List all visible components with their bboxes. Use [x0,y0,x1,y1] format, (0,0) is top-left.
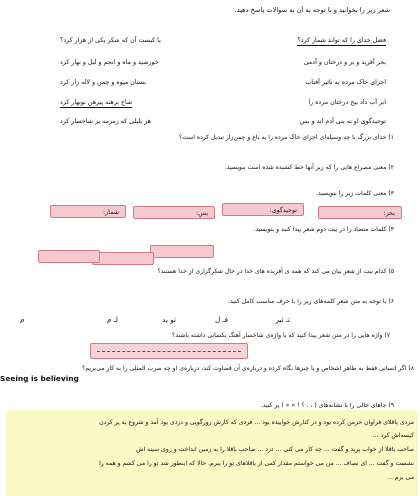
poem-line-4-right: ابر آب داد بیخ درختان مرده را [308,99,386,106]
antonym-box-3[interactable] [38,250,100,263]
paragraph-line-1: مردی باقلای فراوان خرمن کرده بود و در کنارش خوابیده بود ... فردی که کارش زورگویی و دزدی بود آمد و شروع به پر کردن [99,419,414,426]
antonym-box-1[interactable] [150,245,214,258]
poem-line-1-right: فضل خدای را که تواند شمار کرد؟ [297,37,386,44]
question-9: ۹) جاهای خالی را با نشانه‌های ( ، . ؟ ! « » ) پر کنید. [260,402,394,409]
question-5: ۵) کدام بیت از شعر بیان می کند که همه ی آفریده های خدا در حال شکرگزاری از خدا هستند؟ [157,268,394,275]
paragraph-line-2: کیسه‌اش کرد ... [372,432,414,439]
question-7: ۷) واژه هایی را در متن شعر پیدا کنید که با واژه‌ی شاخسار آهنگ یکسانی داشته باشند؟ [171,332,390,339]
meaning-box-bas[interactable]: بس: [133,206,215,219]
meaning-box-tohidgooy[interactable]: توحیدگوی: [222,203,304,216]
meaning-box-bahr[interactable]: بحر: [318,206,402,219]
poem-line-2-left: خورشید و ماه و انجم و لیل و نهار کرد [60,59,159,66]
poem-line-1-left: یا کیست آن که شکر یکی از هزار کرد؟ [60,37,161,44]
question-4: ۴) کلمات متضاد را در بیت دوم شعر پیدا کنید و بنویسید. [253,226,394,233]
question-6: ۶) با توجه به متن شعر کلمه‌های زیر را با حرف مناسب کامل کنید. [228,298,394,305]
q8-answer: Seeing is believing [0,374,79,383]
poem-line-5-left: هر بلبلی که زمزمه بر شاخسار کرد [60,118,152,125]
poem-line-2-right: بحر آفرید و بر و درختان و آدمی [303,59,386,66]
antonym-box-2[interactable] [92,252,154,265]
poem-line-3-right: اجزای خاک مرده به تاثیر آفتاب [305,79,386,86]
question-8: ۸) اگر انسانی فقط به ظاهر اشخاص و یا چیزها نگاه کرده و درباره‌ی آن قضاوت کند، درباره‌ی او چه ضرب المثلی را به کار می‌بریم؟ [82,365,414,372]
poem-line-5-right: توحیدگوی او نه بنی آدم اند و بس [299,118,386,125]
incomplete-word-5: م [20,315,25,324]
incomplete-word-1: تـ ثیر [275,315,290,324]
meaning-box-shomar[interactable]: شمار: [50,205,126,218]
question-1: ۱) خدای بزرگ با چه وسیله‌ای اجزای خاک مرده را به باغ و چمن‌زار تبدیل کرده است؟ [178,134,394,141]
question-2: ۲) معنی مصراع هایی را که زیر آنها خط کشیده شده است بنویسید. [224,164,394,171]
incomplete-word-4: لـ م [106,315,118,324]
poem-line-4-left: شاخ برهنه پیرهن نوبهار کرد [60,99,133,106]
incomplete-word-2: فـ ل [214,315,228,324]
q7-answer-box[interactable] [90,343,248,359]
paragraph-line-3: صاحب باقلا از خواب پرید و گفت ... چه کار می کنی ... دزد ... صاحب باقلا را به زمین انداخت و روی سینه اش [136,446,414,453]
intro-text: شعر زیر را بخوانید و با توجه به آن به سوالات پاسخ دهید. [234,6,390,14]
incomplete-word-3: تو ید [162,315,176,324]
paragraph-line-4: نشست و گفت ... ای نصاف ... من می خواستم مقدار کمی از باقلاهای تو را ببرم. حالا که اینطور شد تو را می کشم و همه را [99,460,414,467]
question-3: ۳) معنی کلمات زیر را بنویسید. [316,190,394,197]
poem-line-3-left: بستان میوه و چمن و لاله زار کرد [60,79,147,86]
paragraph-line-5: می برم ... [387,474,414,481]
